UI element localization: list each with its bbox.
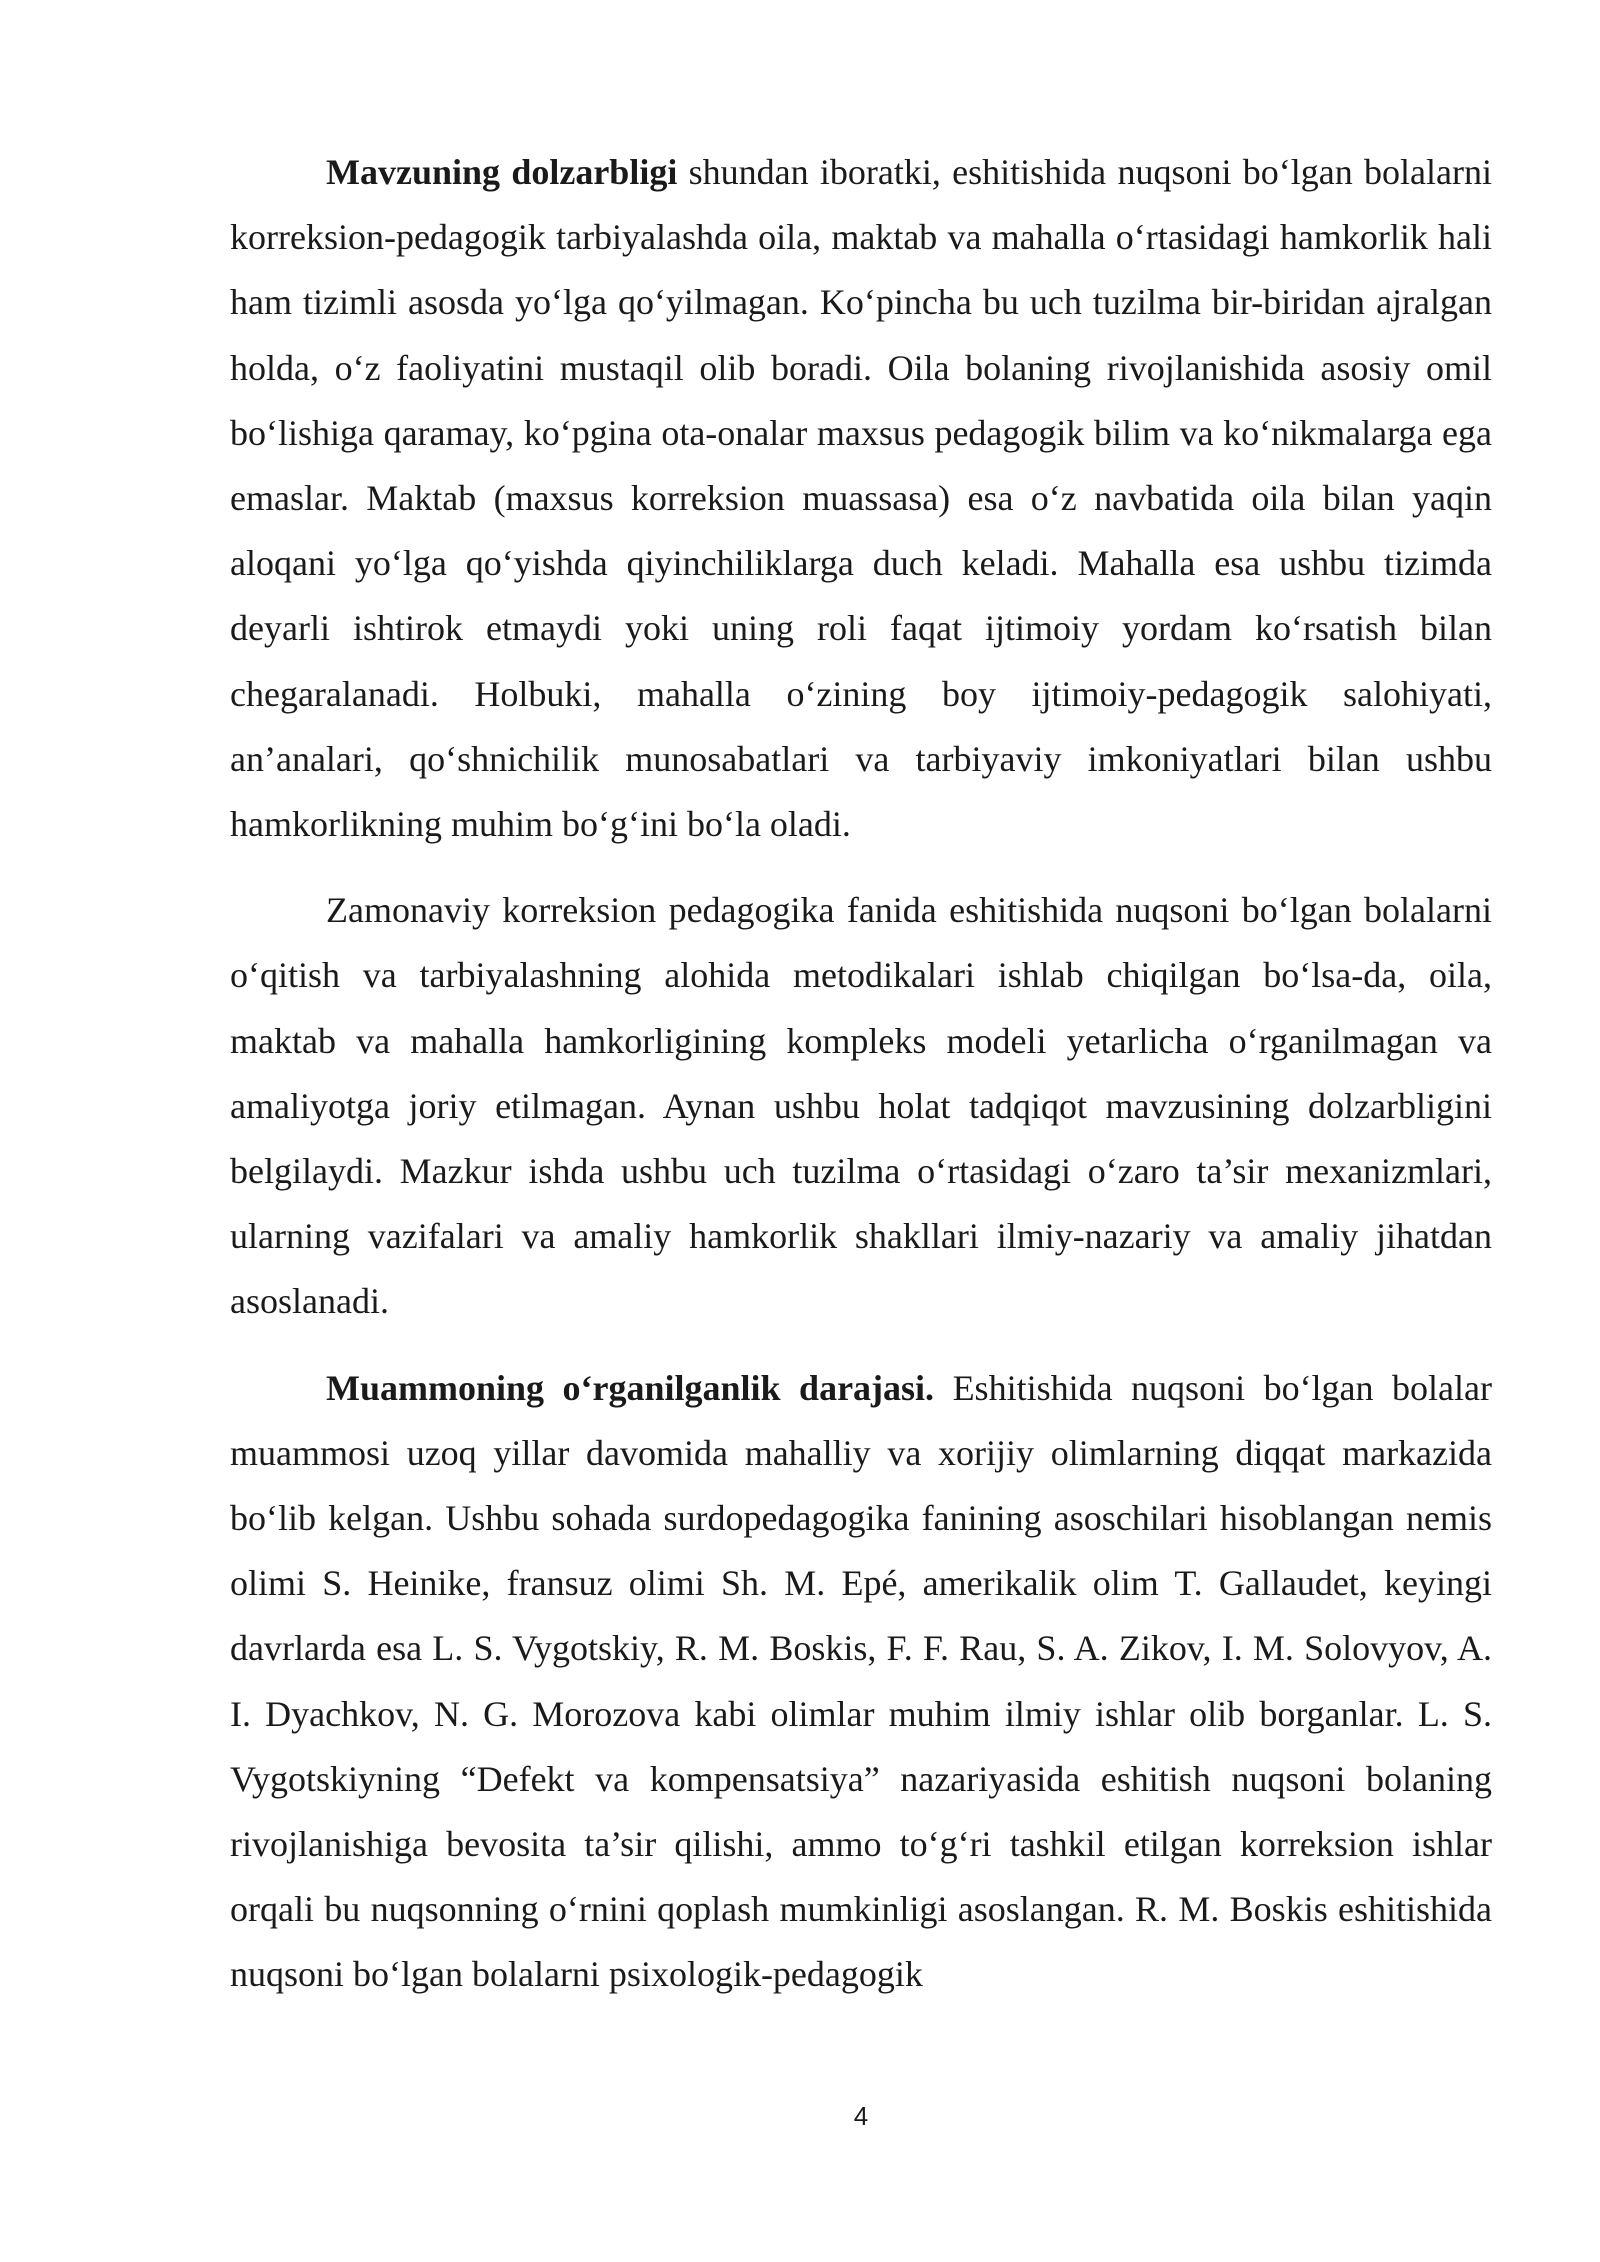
paragraph-research-degree: [230, 1356, 1492, 2008]
page-number: 4: [853, 2101, 869, 2131]
paragraph-modern-pedagogy: [230, 878, 1492, 1334]
relevance-heading: Mavzuning dolzarbligi: [326, 152, 678, 192]
modern-pedagogy-text: Zamonaviy korreksion pedagogika fanida eshitishida nuqsoni bo‘lgan bolalarni o‘qitish va tarbiyalashning alohida metodikalari ishlab chiqilgan bo‘lsa-da, oila, maktab va mahalla hamkorligining kompleks modeli yetarlicha o‘rganilmagan va amaliyotga joriy etilmagan. Aynan ushbu holat tadqiqot mavzusining dolzarbligini belgilaydi. Mazkur ishda ushbu uch tuzilma o‘rtasidagi o‘zaro ta’sir mexanizmlari, ularning vazifalari va amaliy hamkorlik shakllari ilmiy-nazariy va amaliy jihatdan asoslanadi.: [230, 890, 1492, 1322]
research-degree-text: Eshitishida nuqsoni bo‘lgan bolalar muammosi uzoq yillar davomida mahalliy va xorijiy olimlarning diqqat markazida bo‘lib kelgan. Ushbu sohada surdopedagogika fanining asoschilari hisoblangan nemis olimi S. Heinike, fransuz olimi Sh. M. Epé, amerikalik olim T. Gallaudet, keyingi davrlarda esa L. S. Vygotskiy, R. M. Boskis, F. F. Rau, S. A. Zikov, I. M. Solovyov, A. I. Dyachkov, N. G. Morozova kabi olimlar muhim ilmiy ishlar olib borganlar. L. S. Vygotskiyning “Defekt va kompensatsiya” nazariyasida eshitish nuqsoni bolaning rivojlanishiga bevosita ta’sir qilishi, ammo to‘g‘ri tashkil etilgan korreksion ishlar orqali bu nuqsonning o‘rnini qoplash mumkinligi asoslangan. R. M. Boskis eshitishida nuqsoni bo‘lgan bolalarni psixologik-pedagogik: [230, 1367, 1492, 1995]
research-degree-heading: Muammoning o‘rganilganlik darajasi.: [326, 1367, 935, 1408]
body-text: [230, 140, 1492, 2029]
relevance-text: shundan iboratki, eshitishida nuqsoni bo‘lgan bolalarni korreksion-pedagogik tarbiyalashda oila, maktab va mahalla o‘rtasidagi hamkorlik hali ham tizimli asosda yo‘lga qo‘yilmagan. Ko‘pincha bu uch tuzilma bir-biridan ajralgan holda, o‘z faoliyatini mustaqil olib boradi. Oila bolaning rivojlanishida asosiy omil bo‘lishiga qaramay, ko‘pgina ota-onalar maxsus pedagogik bilim va ko‘nikmalarga ega emaslar. Maktab (maxsus korreksion muassasa) esa o‘z navbatida oila bilan yaqin aloqani yo‘lga qo‘yishda qiyinchiliklarga duch keladi. Mahalla esa ushbu tizimda deyarli ishtirok etmaydi yoki uning roli faqat ijtimoiy yordam ko‘rsatish bilan chegaralanadi. Holbuki, mahalla o‘zining boy ijtimoiy-pedagogik salohiyati, an’analari, qo‘shnichilik munosabatlari va tarbiyaviy imkoniyatlari bilan ushbu hamkorlikning muhim bo‘g‘ini bo‘la oladi.: [230, 152, 1492, 845]
paragraph-relevance: [230, 140, 1492, 857]
